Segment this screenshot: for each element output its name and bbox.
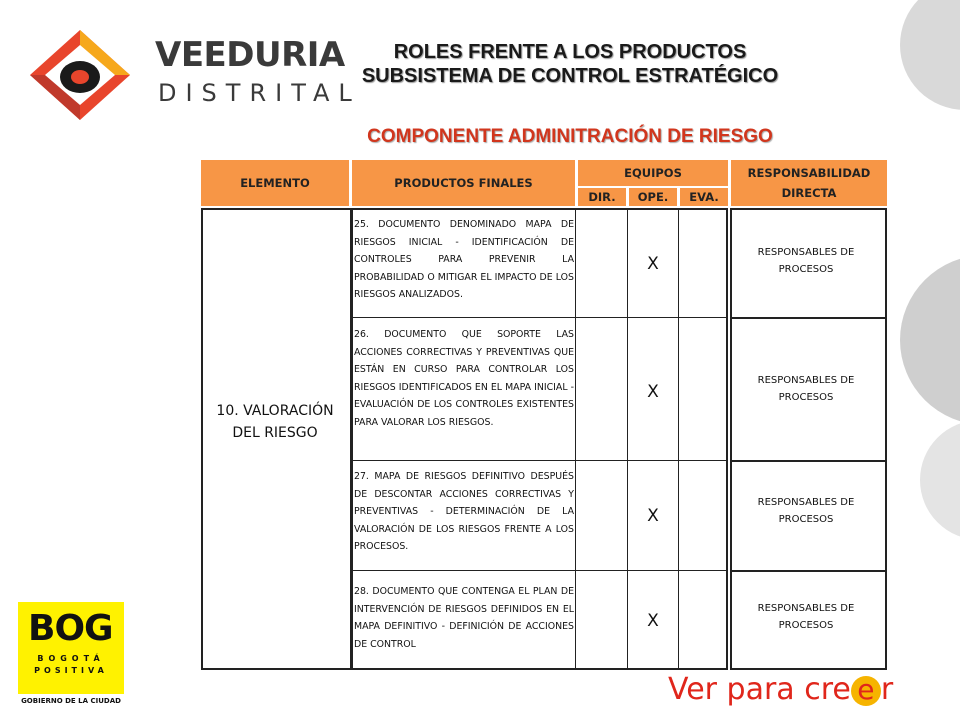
logo-wordmark-primary: VEEDURIA (155, 35, 345, 75)
bogota-positiva-logo (18, 602, 124, 708)
slogan-text-before: Ver para cre (668, 672, 851, 707)
producto-27: 27. MAPA DE RIESGOS DEFINITIVO DESPUÉS DE DESCONTAR ACCIONES CORRECTIVAS Y PREVENTIVAS - DETERMINACIÓN DE LA VALORACIÓN DE LOS RIESGOS FRENTE A LOS PROCESOS. (354, 471, 574, 552)
slogan-circle-e: e (851, 676, 881, 706)
page-title-line-2: SUBSISTEMA DE CONTROL ESTRATÉGICO (361, 65, 779, 87)
responsable-28: RESPONSABLES DE PROCESOS (757, 603, 855, 631)
veeduria-emblem-icon (25, 25, 135, 125)
responsable-26: RESPONSABLES DE PROCESOS (757, 375, 855, 403)
veeduria-logo (25, 25, 361, 125)
bog-line-gobierno: GOBIERNO DE LA CIUDAD (18, 694, 124, 708)
bog-line-bogota: BOGOTÁ (37, 654, 105, 663)
page-subtitle: COMPONENTE ADMINITRACIÓN DE RIESGO (367, 126, 773, 147)
responsable-25: RESPONSABLES DE PROCESOS (757, 247, 855, 275)
responsable-27: RESPONSABLES DE PROCESOS (757, 497, 855, 525)
header-ope: OPE. (629, 188, 677, 206)
resp-divider-1 (730, 317, 887, 319)
col-divider-dir (627, 208, 628, 670)
decorative-arc-middle (900, 255, 960, 425)
col-divider-product (575, 208, 576, 670)
decorative-arc-top (900, 0, 960, 110)
ope-mark-25: X (647, 254, 659, 274)
bog-line-positiva: POSITIVA (34, 666, 108, 675)
ope-mark-26: X (647, 382, 659, 402)
col-divider-ope (678, 208, 679, 670)
row-divider-3 (352, 570, 728, 571)
producto-26: 26. DOCUMENTO QUE SOPORTE LAS ACCIONES CORRECTIVAS Y PREVENTIVAS QUE ESTÁN EN CURSO PARA CONTROLAR LOS RIESGOS IDENTIFICADOS EN EL MAPA INICIAL - EVALUACIÓN DE LOS CONTROLES EXISTENTES PARA VALORAR LOS RIESGOS. (354, 329, 574, 428)
roles-table (201, 160, 887, 670)
row-divider-1 (352, 317, 728, 318)
row-divider-2 (352, 460, 728, 461)
bog-wordmark: BOG (28, 608, 113, 649)
producto-28: 28. DOCUMENTO QUE CONTENGA EL PLAN DE INTERVENCIÓN DE RIESGOS DEFINIDOS EN EL MAPA DEFINITIVO - DEFINICIÓN DE ACCIONES DE CONTROL (354, 586, 574, 650)
ope-mark-28: X (647, 611, 659, 631)
elemento-label: 10. VALORACIÓN DEL RIESGO (216, 403, 334, 441)
header-eva: EVA. (680, 188, 728, 206)
header-productos: PRODUCTOS FINALES (352, 160, 575, 206)
logo-wordmark-secondary: DISTRITAL (158, 79, 361, 107)
resp-divider-3 (730, 570, 887, 572)
header-elemento: ELEMENTO (201, 160, 349, 206)
page-title-line-1: ROLES FRENTE A LOS PRODUCTOS (393, 41, 747, 63)
resp-divider-2 (730, 460, 887, 462)
ope-mark-27: X (647, 506, 659, 526)
slogan-text-after: r (880, 672, 894, 707)
slogan (668, 672, 893, 707)
header-dir: DIR. (578, 188, 626, 206)
decorative-arc-bottom (920, 420, 960, 540)
producto-25: 25. DOCUMENTO DENOMINADO MAPA DE RIESGOS INICIAL - IDENTIFICACIÓN DE CONTROLES PARA PREVENIR LA PROBABILIDAD O MITIGAR EL IMPACTO DE LOS RIESGOS ANALIZADOS. (354, 219, 574, 300)
header-equipos: EQUIPOS (578, 160, 728, 186)
header-responsabilidad: RESPONSABILIDAD DIRECTA (731, 160, 887, 206)
